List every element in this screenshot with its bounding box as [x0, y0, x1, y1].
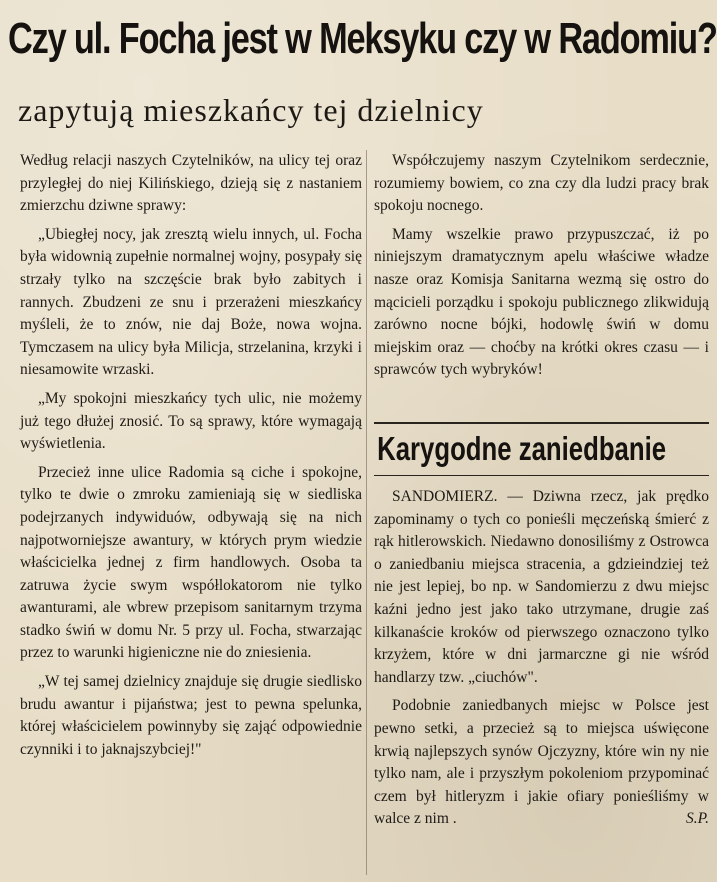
column-divider [366, 150, 367, 875]
signature: S.P. [686, 810, 709, 828]
paragraph: Mamy wszelkie prawo przypuszczać, iż po niniejszym dramatycznym apelu właściwe władze nasze oraz Komisja Sanitarna wezmą się ostro do mącicieli porządku i spokoju publicznego zlikwidują zarówno nocne bójki, hodowlę świń w domu miejskim oraz — choćby na krótki okres czasu — i sprawców tych wybryków! [374, 225, 709, 379]
second-article-body [374, 486, 709, 837]
paragraph: „W tej samej dzielnicy znajduje się drugie siedlisko brudu awantur i pijaństwa; jest to pewna spelunka, której właścicielem powinnyby się zająć odpowiednie czynniki i to jaknajszybciej!" [20, 673, 362, 758]
paragraph-with-signature [374, 695, 709, 831]
left-column [20, 150, 362, 767]
paragraph: Według relacji naszych Czytelników, na ulicy tej oraz przyległej do niej Kilińskiego, dzieją się z nastaniem zmierzchu dziwne sprawy: [20, 152, 362, 215]
headline: Czy ul. Focha jest w Meksyku czy w Radomiu? [8, 14, 717, 63]
second-article-heading: Karygodne zaniedbanie [377, 430, 667, 467]
paragraph: Przecież inne ulice Radomia są ciche i spokojne, tylko te dwie o zmroku zamieniają się w siedliska podejrzanych indywiduów, odbywają się na nich najpotworniejsze awantury, w których prym wiedzie właścicielka jednej z firm handlowych. Osoba ta zatruwa życie swym współlokatorom nie tylko awanturami, ale wbrew przepisom sanitarnym trzyma stadko świń w domu Nr. 5 przy ul. Focha, stwarzając przez to warunki higieniczne nie do zniesienia. [20, 463, 362, 662]
paragraph: SANDOMIERZ. — Dziwna rzecz, jak prędko zapominamy o tych co ponieśli męczeńską śmierć z rąk hitlerowskich. Niedawno donosiliśmy z Ostrowca o zaniedbaniu miejsca stracenia, a gdzieindziej też nie jest lepiej, bo np. w Sandomierzu z dwu miejsc kaźni jedno jest jako tako utrzymane, drugie zaś kilkanaście kroków od pierwszego oznaczono tylko krzyżem, które w dni jarmarczne gi nie wśród handlarzy tzw. „ciuchów". [374, 488, 709, 686]
subheadline: zapytują mieszkańcy tej dzielnicy [18, 92, 484, 128]
second-article-heading-box [374, 422, 709, 476]
paragraph: Współczujemy naszym Czytelnikom serdecznie, rozumiemy bowiem, co zna czy dla ludzi pracy brak spokoju nocnego. [374, 152, 709, 215]
paragraph-text: Podobnie zaniedbanych miejsc w Polsce jest pewno setki, a przecież są to miejsca uświęcone krwią najlepszych synów Ojczyzny, które win ny nie tylko nam, ale i przyszłym pokoleniom przypominać czem był hitleryzm i jakie ofiary ponieśliśmy w walce z nim . [374, 697, 709, 828]
right-column [374, 150, 709, 388]
paragraph: „Ubiegłej nocy, jak zresztą wielu innych, ul. Focha była widownią zupełnie normalnej wojny, posypały się strzały tylko na szczęście brak było zabitych i rannych. Zbudzeni ze snu i przerażeni mieszkańcy myśleli, że to znów, nie daj Boże, nowa wojna. Tymczasem na ulicy była Milicja, strzelanina, krzyki i niesamowite wrzaski. [20, 225, 362, 379]
paragraph: „My spokojni mieszkańcy tych ulic, nie możemy już tego dłużej znosić. To są sprawy, które wymagają wyświetlenia. [20, 389, 362, 453]
